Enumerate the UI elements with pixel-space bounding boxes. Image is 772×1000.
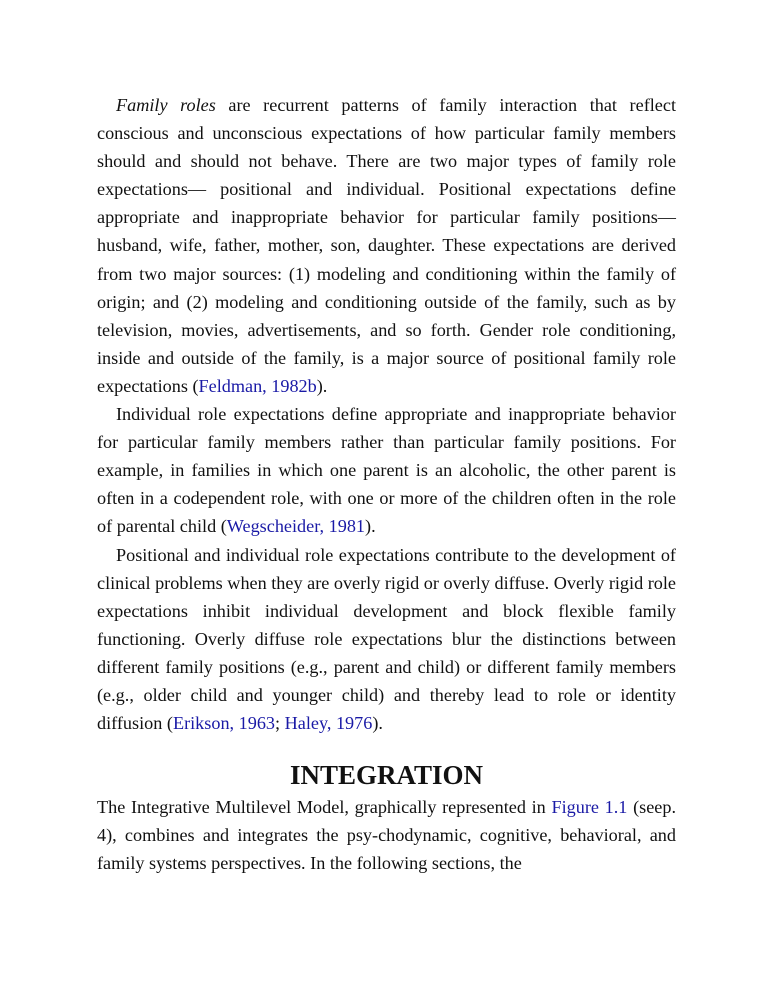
term-family-roles: Family roles <box>116 95 216 115</box>
citation-separator: ; <box>275 713 285 734</box>
paragraph-text: Positional and individual role expectations contribute to the development of clinical problems when they are overly rigid or overly diffuse. Overly rigid role expectations inhibit individual development and block flexible family functioning. Overly diffuse role expectations blur the distinctions between different family positions (e.g., parent and child) or different family members (e.g., older child and younger child) and thereby lead to role or identity diffusion ( <box>97 544 676 734</box>
paragraph-text: are recurrent patterns of family interaction that reflect conscious and unconscious expectations of how particular family members should and should not behave. There are two major types of family role expectations— positional and individual. Positional expectations define appropriate and inappropriate behavior for particular family positions—husband, wife, father, mother, son, daughter. These expectations are derived from two major sources: (1) modeling and conditioning within the family of origin; and (2) modeling and conditioning outside of the family, such as by television, movies, advertisements, and so forth. Gender role conditioning, inside and outside of the family, is a major source of positional family role expectations ( <box>97 95 676 396</box>
paragraph-role-expectations <box>97 541 676 738</box>
citation-link-wegscheider[interactable]: Wegscheider, 1981 <box>226 516 366 537</box>
figure-link[interactable]: Figure 1.1 <box>551 797 628 818</box>
paragraph-text: The Integrative Multilevel Model, graphically represented in <box>97 797 552 818</box>
paragraph-end: ). <box>316 375 328 396</box>
paragraph-individual-roles <box>97 400 676 540</box>
paragraph-end: (seep. 4), combines and integrates the psy-chodynamic, cognitive, behavioral, and family systems perspectives. In the following sections, the <box>97 797 677 874</box>
paragraph-end: ). <box>365 516 376 537</box>
citation-link-feldman[interactable]: Feldman, 1982b <box>198 375 317 396</box>
paragraph-end: ). <box>372 713 383 734</box>
citation-link-haley[interactable]: Haley, 1976 <box>284 713 373 734</box>
page-body <box>97 91 676 877</box>
section-heading: INTEGRATION <box>289 760 484 791</box>
paragraph-text: Individual role expectations define appropriate and inappropriate behavior for particular family members rather than particular family positions. For example, in families in which one parent is an alcoholic, the other parent is often in a codependent role, with one or more of the children often in the role of parental child ( <box>97 404 676 537</box>
citation-link-erikson[interactable]: Erikson, 1963 <box>172 713 276 734</box>
paragraph-integration <box>97 793 676 877</box>
paragraph-family-roles <box>97 91 676 400</box>
